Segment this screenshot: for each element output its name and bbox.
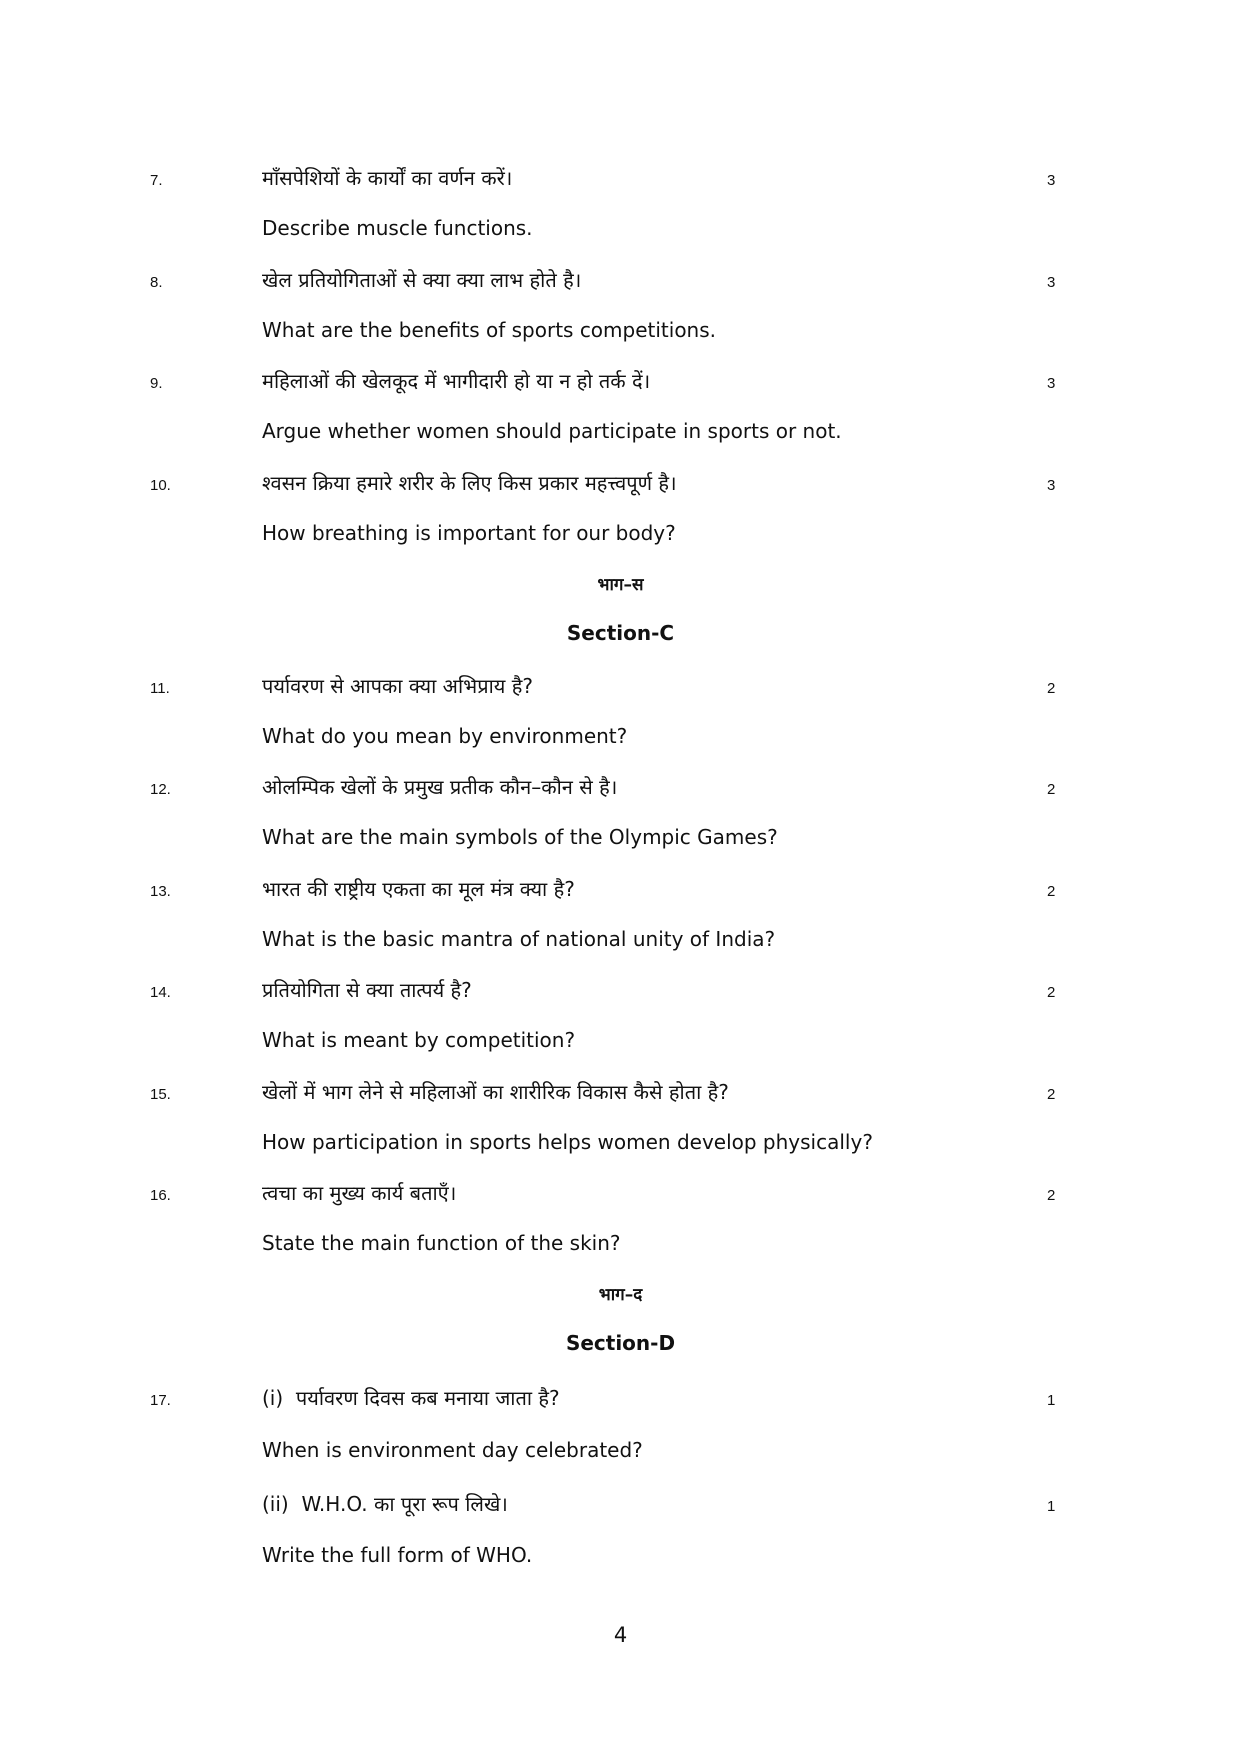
- question-marks: 2: [1047, 1086, 1056, 1103]
- question-marks: 3: [1047, 375, 1056, 392]
- question-number: 8.: [150, 274, 163, 291]
- question-row: [0, 1380, 1241, 1420]
- question-text-english: How breathing is important for our body?: [262, 521, 676, 545]
- question-marks: 2: [1047, 781, 1056, 798]
- question-marks: 2: [1047, 1187, 1056, 1204]
- question-text-hindi: खेल प्रतियोगिताओं से क्या क्या लाभ होते है।: [262, 268, 582, 292]
- question-text-english: What is the basic mantra of national unity of India?: [262, 927, 776, 951]
- question-text-english: When is environment day celebrated?: [262, 1438, 643, 1462]
- question-number: 13.: [150, 883, 171, 900]
- question-text-hindi: माँसपेशियों के कार्यों का वर्णन करें।: [262, 166, 513, 190]
- question-number: 15.: [150, 1086, 171, 1103]
- question-number: 14.: [150, 984, 171, 1001]
- question-row: [0, 668, 1241, 708]
- question-row: [0, 1486, 1241, 1526]
- question-text-hindi: पर्यावरण से आपका क्या अभिप्राय है?: [262, 674, 533, 698]
- question-text-english: How participation in sports helps women develop physically?: [262, 1130, 873, 1154]
- question-marks: 2: [1047, 883, 1056, 900]
- question-text-english: Argue whether women should participate in sports or not.: [262, 419, 842, 443]
- question-marks: 1: [1047, 1392, 1056, 1409]
- question-row: [0, 160, 1241, 200]
- question-text-hindi: [262, 1384, 560, 1411]
- section-c-hindi-title: भाग–स: [597, 575, 644, 595]
- section-d-hindi-title: भाग–द: [598, 1285, 643, 1305]
- question-number: 11.: [150, 680, 170, 697]
- question-text-hindi: [262, 1490, 508, 1517]
- question-text-english: State the main function of the skin?: [262, 1231, 621, 1255]
- question-number: 12.: [150, 781, 171, 798]
- question-row: [0, 871, 1241, 911]
- question-marks: 3: [1047, 477, 1056, 494]
- question-number: 17.: [150, 1392, 171, 1409]
- question-text-hindi: खेलों में भाग लेने से महिलाओं का शारीरिक विकास कैसे होता है?: [262, 1080, 729, 1104]
- question-row: [0, 972, 1241, 1012]
- question-row: [0, 262, 1241, 302]
- page-number: 4: [613, 1623, 628, 1647]
- question-marks: 1: [1047, 1498, 1056, 1515]
- question-text-english: What is meant by competition?: [262, 1028, 576, 1052]
- question-row: [0, 1175, 1241, 1215]
- question-number: 9.: [150, 375, 163, 392]
- question-text-english: What do you mean by environment?: [262, 724, 628, 748]
- subpart-text-hindi: का पूरा रूप लिखे।: [373, 1492, 508, 1516]
- question-text-hindi: त्वचा का मुख्य कार्य बताएँ।: [262, 1181, 457, 1205]
- question-text-english: What are the main symbols of the Olympic Games?: [262, 825, 778, 849]
- question-text-english: Write the full form of WHO.: [262, 1543, 533, 1567]
- question-marks: 3: [1047, 172, 1056, 189]
- question-marks: 3: [1047, 274, 1056, 291]
- subpart-label: (ii): [262, 1492, 289, 1516]
- question-row: [0, 1074, 1241, 1114]
- question-number: 7.: [150, 172, 163, 189]
- question-row: [0, 363, 1241, 403]
- question-row: [0, 465, 1241, 505]
- question-row: [0, 769, 1241, 809]
- question-text-english: What are the benefits of sports competitions.: [262, 318, 717, 342]
- question-text-english: Describe muscle functions.: [262, 216, 533, 240]
- subpart-prefix: W.H.O.: [301, 1492, 368, 1516]
- question-text-hindi: ओलम्पिक खेलों के प्रमुख प्रतीक कौन–कौन से है।: [262, 775, 618, 799]
- question-marks: 2: [1047, 680, 1056, 697]
- question-text-hindi: श्वसन क्रिया हमारे शरीर के लिए किस प्रकार महत्त्वपूर्ण है।: [262, 471, 677, 495]
- subpart-text-hindi: पर्यावरण दिवस कब मनाया जाता है?: [295, 1386, 560, 1410]
- question-text-hindi: महिलाओं की खेलकूद में भागीदारी हो या न हो तर्क दें।: [262, 369, 651, 393]
- question-text-hindi: भारत की राष्ट्रीय एकता का मूल मंत्र क्या है?: [262, 877, 575, 901]
- subpart-label: (i): [262, 1386, 284, 1410]
- section-c-title: Section-C: [566, 621, 675, 645]
- question-number: 16.: [150, 1187, 171, 1204]
- question-marks: 2: [1047, 984, 1056, 1001]
- question-number: 10.: [150, 477, 171, 494]
- section-d-title: Section-D: [565, 1331, 676, 1355]
- question-text-hindi: प्रतियोगिता से क्या तात्पर्य है?: [262, 978, 472, 1002]
